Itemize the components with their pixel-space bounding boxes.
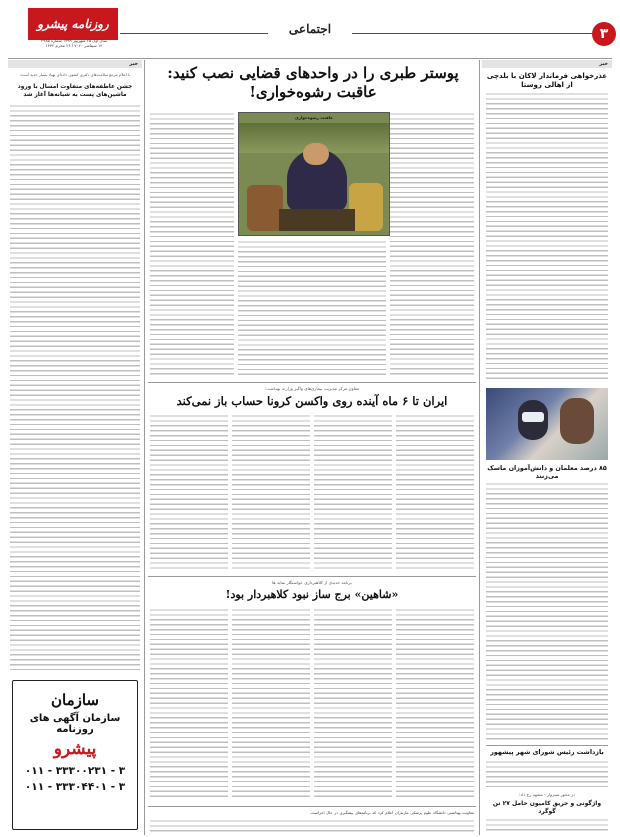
ad-phone-1: ۰۱۱ - ۳۳۳۰۰۲۳۱ - ۳ xyxy=(24,765,126,777)
fraud-kicker: برنامه جدیدی از کلاهبرداری خواستگار نمایه ها xyxy=(272,580,352,585)
ad-brand: پیشرو xyxy=(53,739,97,759)
left-kicker: با اعلام مرجع سلامت‌های دکتری کشور، داده‌ای پهپاد بسیار جدید است: xyxy=(19,72,131,77)
bribery-poster-image xyxy=(238,112,390,236)
issue-info xyxy=(26,38,122,48)
corona-body-col-2 xyxy=(314,414,392,572)
issue-line-2: ۱۴ سپتامبر ۲۰۲۰ / ۲۶ محرم ۱۴۴۲ xyxy=(45,43,103,48)
right-top-body xyxy=(486,92,608,382)
corona-story xyxy=(148,384,476,574)
page-number-badge xyxy=(592,22,616,46)
main-body-col-3 xyxy=(238,240,304,378)
footer-note-strip xyxy=(148,806,476,834)
ad-title: سازمان آگهی های روزنامه xyxy=(29,713,121,735)
ad-title-1: سازمان xyxy=(50,691,99,709)
right-column xyxy=(482,60,612,835)
news-tag-right xyxy=(482,60,612,68)
news-tag-left xyxy=(8,60,142,68)
masked-students-photo xyxy=(486,388,608,460)
corona-body-col-1 xyxy=(396,414,474,572)
corona-kicker: معاون مرکز مدیریت بیماری‌های واگیر وزارت بهداشت: xyxy=(264,386,360,391)
fraud-body-col-4 xyxy=(150,608,228,800)
masthead xyxy=(0,0,620,58)
right-bottom-body xyxy=(486,760,608,788)
logo-text: روزنامه پیشرو xyxy=(37,17,109,31)
main-body-col-1 xyxy=(390,112,474,378)
main-story xyxy=(148,60,476,380)
corona-headline: ایران تا ۶ ماه آینده روی واکسن کرونا حساب باز نمی‌کند xyxy=(176,394,448,408)
right-mid-title: ۸۵ درصد معلمان و دانش‌آموزان ماسک می‌زنند xyxy=(487,464,607,480)
fraud-body-col-2 xyxy=(314,608,392,800)
poster-caption: عاقبت رشوه‌خواری xyxy=(295,115,333,120)
fraud-body-col-3 xyxy=(232,608,310,800)
fraud-story xyxy=(148,578,476,804)
issue-line-1: سال اول ۲۵ شهریور ۱۳۹۹ شماره ۳۹۸۵ xyxy=(41,38,107,43)
page-number: ۳ xyxy=(599,26,609,42)
corona-body-col-4 xyxy=(150,414,228,572)
ad-box xyxy=(12,680,138,830)
right-bottom-title-2: واژگونی و حریق کامیون حامل ۲۷ تن گوگرد xyxy=(492,800,602,815)
main-body-col-2 xyxy=(302,240,386,378)
right-mid-body xyxy=(486,482,608,742)
right-bottom-title: بازداشت رئیس شورای شهر پیشهور xyxy=(490,748,604,756)
left-column xyxy=(8,60,142,835)
fraud-body-col-1 xyxy=(396,608,474,800)
main-body-col-4 xyxy=(150,112,234,378)
right-bottom-kicker: در محور سبزوار - مشهد رخ داد: xyxy=(519,792,575,797)
right-top-title: عذرخواهی فرماندار لاکان با بلدچی از اهالی روستا xyxy=(486,72,608,89)
left-body xyxy=(10,104,140,670)
news-tag-label: خبر xyxy=(599,61,608,67)
ad-phone-2: ۰۱۱ - ۳۳۳۰۴۴۰۱ - ۳ xyxy=(24,781,126,793)
left-headline: جشن عاطفه‌های متفاوت امسال با ورود ماشین‌های پست به شبانه‌ها آغاز شد xyxy=(17,84,133,98)
corona-body-col-3 xyxy=(232,414,310,572)
newspaper-logo xyxy=(28,8,118,40)
news-tag-label: خبر xyxy=(129,61,138,67)
footer-note: معاونت بهداشتی دانشگاه علوم پزشکی مازندران اعلام کرد که برنامه‌های پیشگیری در حال اجراست. xyxy=(309,810,474,815)
main-headline: پوستر طبری را در واحدهای قضایی نصب کنید: عاقبت رشوه‌خواری! xyxy=(167,64,459,101)
section-title: اجتماعی xyxy=(288,22,332,36)
fraud-headline: «شاهین» برج ساز نبود کلاهبردار بود! xyxy=(225,588,399,601)
right-bottom-body-2 xyxy=(486,818,608,834)
